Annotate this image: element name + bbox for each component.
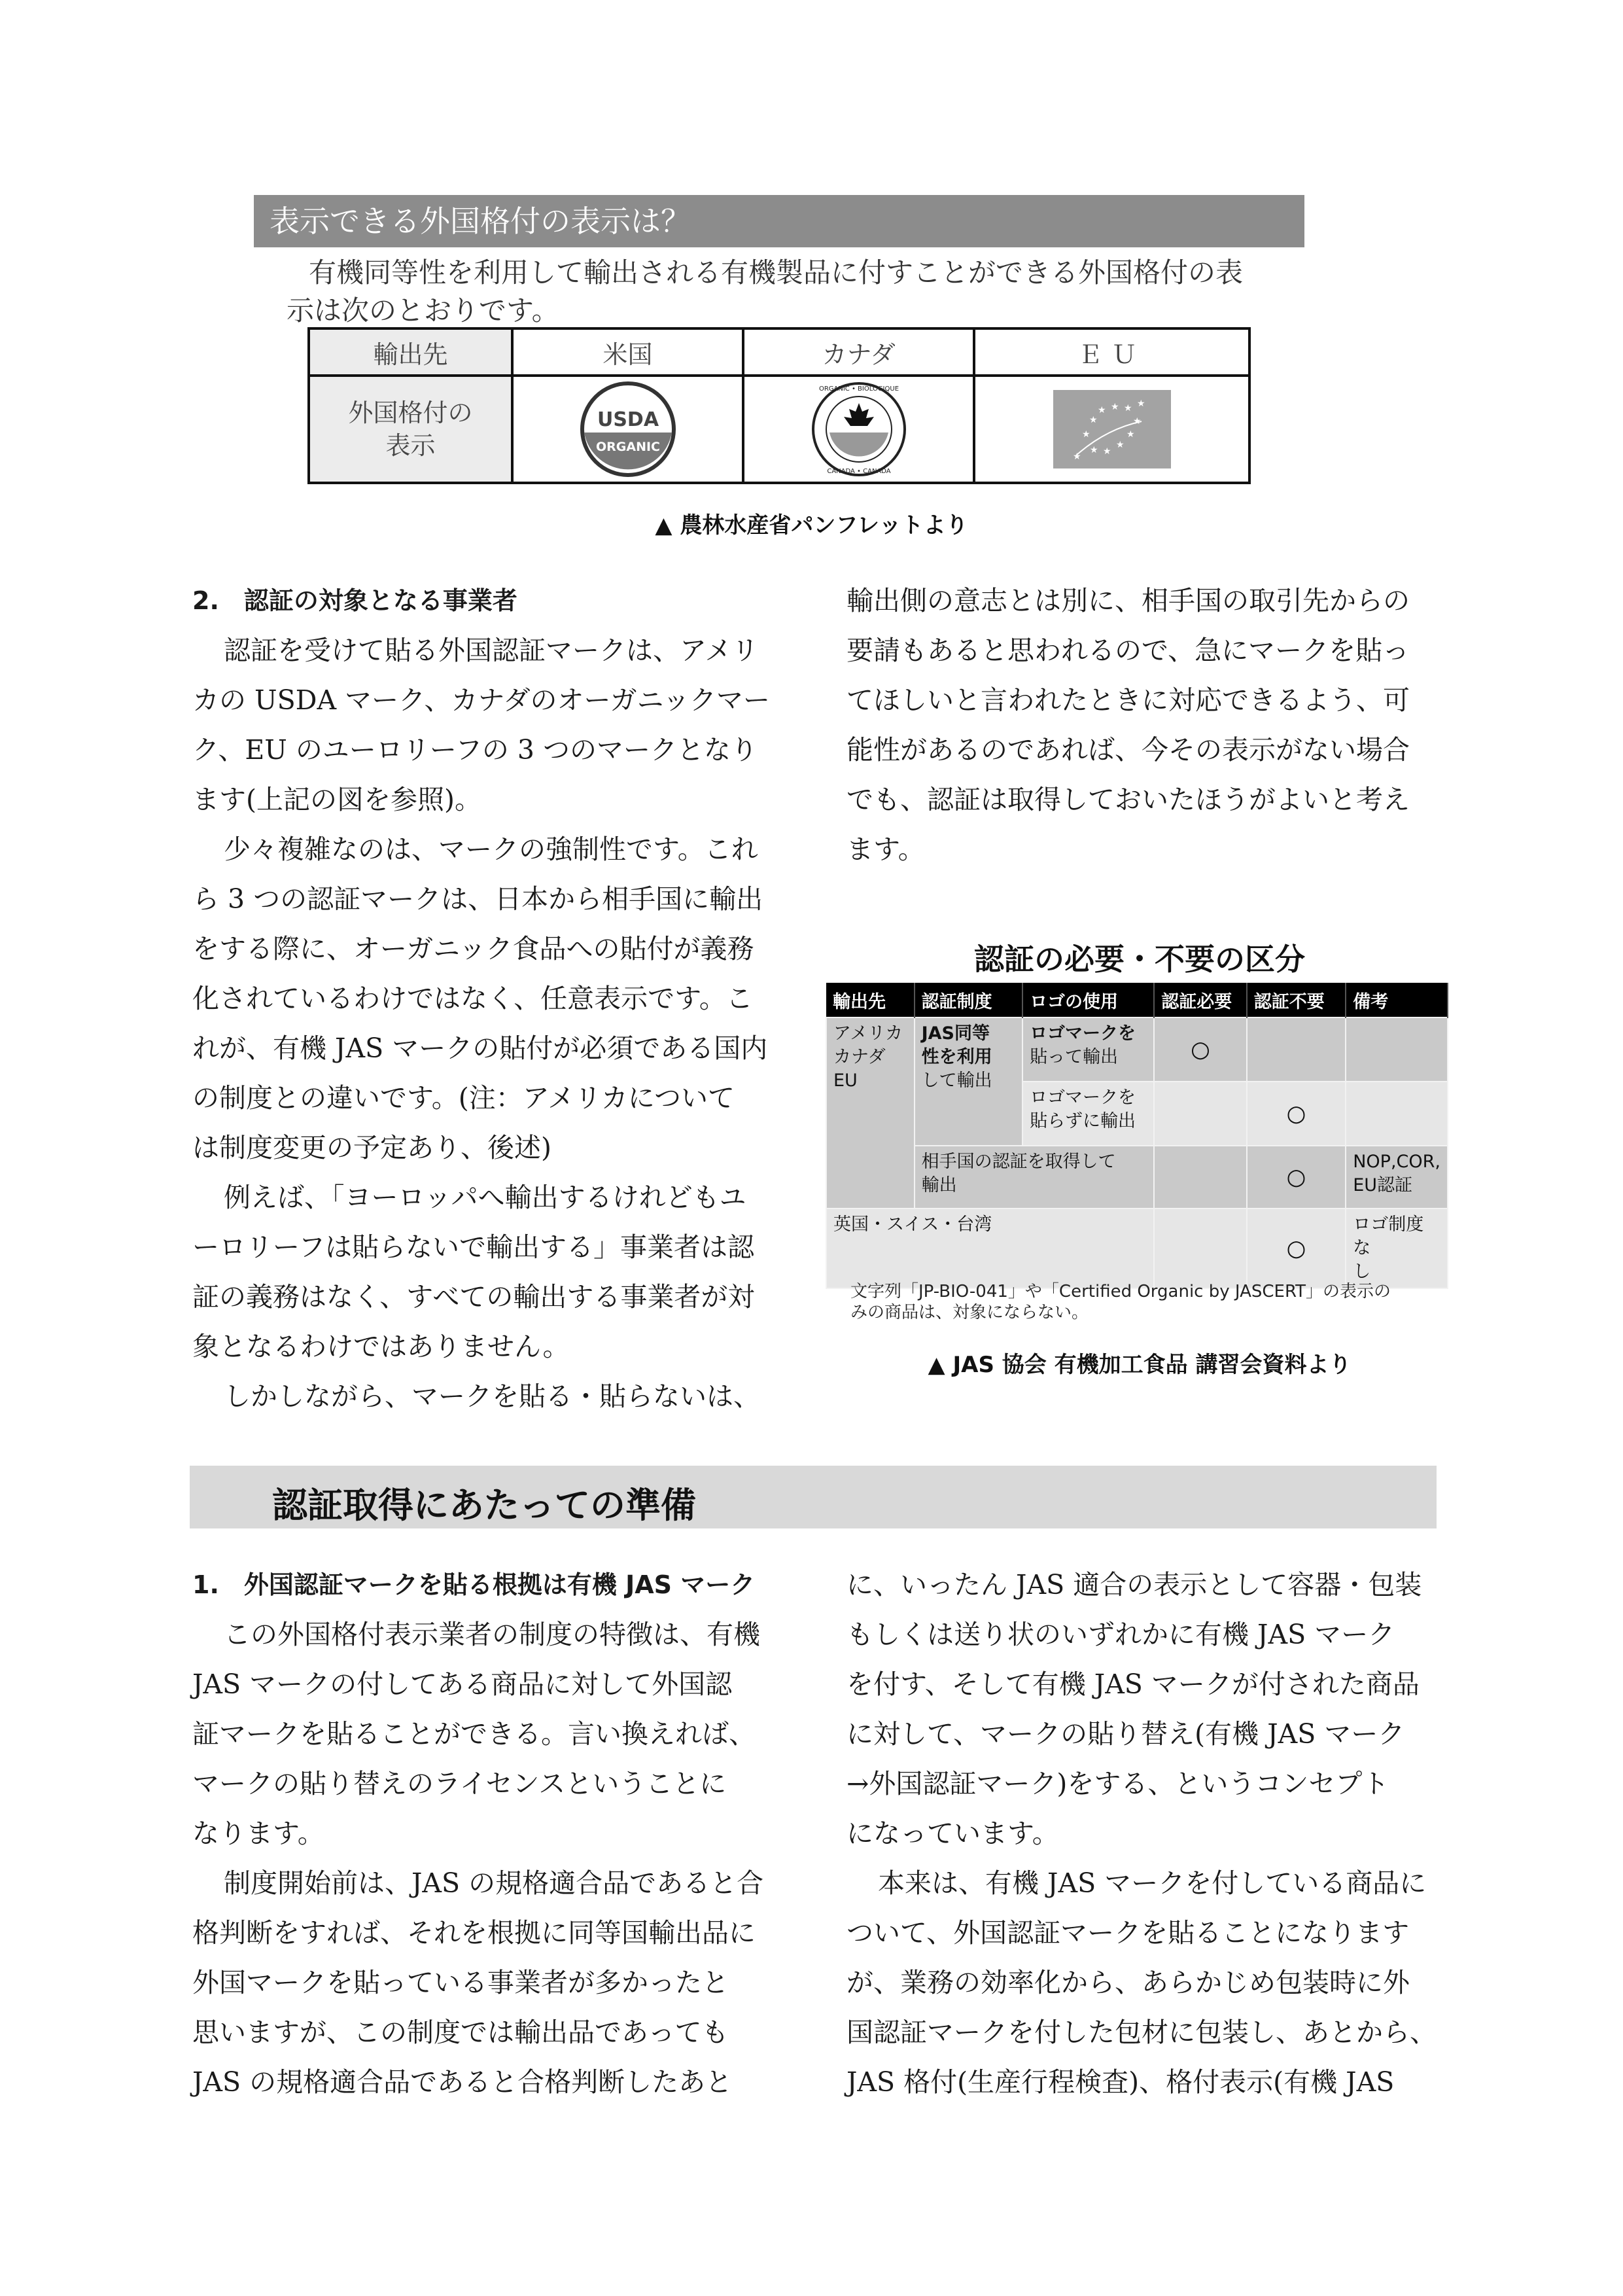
text-line: ます。	[846, 834, 925, 865]
cell-note	[1346, 1146, 1448, 1209]
cell-line: カナダ	[833, 1047, 886, 1067]
note-line: みの商品は、対象にならない。	[850, 1303, 1089, 1322]
text-line: 輸出側の意志とは別に、相手国の取引先からの	[846, 585, 1410, 616]
usda-organic-logo-icon	[579, 380, 677, 478]
label-line: 外国格付の	[348, 398, 473, 427]
eu-organic-leaf-logo-icon	[1053, 390, 1171, 468]
text-line: 例えば、「ヨーロッパへ輸出するけれどもユ	[224, 1182, 746, 1213]
text-line: でも、認証は取得しておいたほうがよいと考え	[846, 784, 1410, 815]
text-line: 能性があるのであれば、今その表示がない場合	[846, 734, 1410, 766]
text-line: に、いったん JAS 適合の表示として容器・包装	[846, 1569, 1422, 1600]
cell-line: 貼らずに輸出	[1030, 1111, 1136, 1131]
cert-table-note	[850, 1281, 1391, 1323]
cell-not-required: ○	[1247, 1082, 1346, 1146]
table-row	[826, 1017, 1448, 1082]
text-line: JAS の規格適合品であると合格判断したあと	[192, 2066, 733, 2098]
prep-right-column	[846, 1560, 1461, 2107]
svg-text:★: ★	[1072, 451, 1081, 462]
section-heading: 2. 認証の対象となる事業者	[192, 586, 517, 615]
table-row	[309, 328, 1249, 376]
cell-line: 輸出	[921, 1175, 957, 1195]
text-line: 化されているわけではなく、任意表示です。こ	[192, 983, 753, 1014]
intro-paragraph	[287, 254, 1307, 330]
cell-not-required	[1247, 1017, 1346, 1082]
cell-line: EU	[833, 1070, 858, 1091]
text-line: 外国マークを貼っている事業者が多かったと	[192, 1967, 729, 1998]
country-canada: カナダ	[743, 328, 974, 376]
cell-line: 性を利用	[921, 1047, 992, 1067]
cell-not-required: ○	[1247, 1209, 1346, 1288]
text-line: ます(上記の図を参照)。	[192, 784, 481, 815]
text-line: 要請もあると思われるので、急にマークを貼っ	[846, 635, 1410, 666]
label-line: 表示	[385, 431, 436, 460]
cell-destination: 英国・スイス・台湾	[826, 1209, 1154, 1288]
table-row	[309, 376, 1249, 483]
cell-line: EU認証	[1353, 1175, 1413, 1195]
cell-line: NOP,COR,	[1353, 1152, 1440, 1172]
svg-text:★: ★	[1132, 416, 1142, 427]
cell-line: JAS同等	[921, 1023, 990, 1044]
section2-left-text	[192, 626, 807, 1421]
text-line: をする際に、オーガニック食品への貼付が義務	[192, 933, 754, 964]
col-header: 認証不要	[1247, 983, 1346, 1017]
text-line: しかしながら、マークを貼る・貼らないは、	[224, 1381, 760, 1412]
svg-text:★: ★	[1136, 398, 1145, 409]
text-line: カの USDA マーク、カナダのオーガニックマー	[192, 684, 771, 716]
text-line: 象となるわけではありません。	[192, 1331, 570, 1362]
col-header: 輸出先	[826, 983, 915, 1017]
row-header-mark	[309, 376, 512, 483]
cell-line: 貼って輸出	[1030, 1047, 1119, 1067]
text-line: ら 3 つの認証マークは、日本から相手国に輸出	[192, 883, 763, 915]
usda-logo-cell	[512, 376, 743, 483]
col-header: ロゴの使用	[1022, 983, 1154, 1017]
text-line: 制度開始前は、JAS の規格適合品であると合	[224, 1867, 764, 1899]
canada-logo-cell	[743, 376, 974, 483]
cell-required: ○	[1154, 1017, 1247, 1082]
cell-line: して輸出	[921, 1070, 992, 1091]
text-line: に対して、マークの貼り替え(有機 JAS マーク	[846, 1718, 1405, 1750]
prep-left-column	[192, 1560, 807, 2107]
text-line: この外国格付表示業者の制度の特徴は、有機	[224, 1619, 760, 1650]
certification-requirement-table	[826, 983, 1448, 1289]
prep-left-text	[192, 1610, 807, 2107]
text-line: ク、EU のユーロリーフの 3 つのマークとなり	[192, 734, 758, 766]
text-line: 本来は、有機 JAS マークを付している商品に	[878, 1867, 1427, 1899]
prep-right-text	[846, 1560, 1461, 2107]
col-header: 備考	[1346, 983, 1448, 1017]
figure-caption: ▲ 農林水産省パンフレットより	[655, 512, 968, 539]
cell-line: 相手国の認証を取得して	[921, 1152, 1116, 1172]
section-title: 認証取得にあたっての準備	[272, 1485, 696, 1526]
svg-text:★: ★	[1097, 405, 1106, 415]
text-line: ついて、外国認証マークを貼ることになります	[846, 1917, 1410, 1949]
cell-required	[1154, 1209, 1247, 1288]
text-line: 格判断をすれば、それを根拠に同等国輸出品に	[192, 1917, 756, 1949]
text-line: 思いますが、この制度では輸出品であっても	[192, 2017, 729, 2048]
text-line: JAS 格付(生産行程検査)、格付表示(有機 JAS	[846, 2066, 1395, 2098]
banner-title: 表示できる外国格付の表示は？	[270, 203, 691, 239]
eu-logo-cell	[974, 376, 1249, 483]
section2-left-column	[192, 576, 807, 1421]
text-line: JAS マークの付してある商品に対して外国認	[192, 1669, 733, 1700]
text-line: てほしいと言われたときに対応できるよう、可	[846, 684, 1410, 716]
svg-text:★: ★	[1081, 429, 1091, 440]
table-header-row	[826, 983, 1448, 1017]
cell-note	[1346, 1017, 1448, 1082]
foreign-mark-table	[307, 327, 1251, 484]
cell-not-required: ○	[1247, 1146, 1346, 1209]
cell-system	[915, 1146, 1155, 1209]
text-line: れが、有機 JAS マークの貼付が必須である国内	[192, 1033, 768, 1064]
cell-note	[1346, 1209, 1448, 1288]
table-row	[826, 1146, 1448, 1209]
usda-text: USDA	[597, 408, 659, 431]
cell-note	[1346, 1082, 1448, 1146]
cell-required	[1154, 1082, 1247, 1146]
svg-text:★: ★	[1123, 403, 1132, 414]
cert-table-title: 認証の必要・不要の区分	[974, 942, 1305, 977]
country-us: 米国	[512, 328, 743, 376]
section2-right-text	[846, 576, 1461, 874]
text-line: ーロリーフは貼らないで輸出する」事業者は認	[192, 1231, 754, 1263]
svg-text:★: ★	[1115, 440, 1125, 450]
intro-line: 示は次のとおりです。	[287, 294, 559, 327]
text-line: もしくは送り状のいずれかに有機 JAS マーク	[846, 1619, 1395, 1650]
text-line: 少々複雑なのは、マークの強制性です。これ	[224, 834, 758, 865]
cell-line: アメリカ	[833, 1023, 903, 1044]
note-line: 文字列「JP-BIO-041」や「Certified Organic by JASCERT」の表示の	[850, 1282, 1391, 1301]
row-header-destination: 輸出先	[309, 328, 512, 376]
section2-right-column	[846, 576, 1461, 874]
intro-line: 有機同等性を利用して輸出される有機製品に付すことができる外国格付の表	[309, 256, 1244, 289]
text-line: →外国認証マーク)をする、というコンセプト	[846, 1768, 1389, 1799]
cell-jas-system	[915, 1017, 1022, 1146]
text-line: になっています。	[846, 1818, 1059, 1849]
table-row	[826, 1209, 1448, 1288]
svg-text:★: ★	[1102, 446, 1111, 457]
cell-line: し	[1353, 1262, 1371, 1282]
section-banner-foreign-grading	[254, 195, 1304, 247]
cell-line: ロゴ制度な	[1353, 1214, 1424, 1258]
cell-logo-use	[1022, 1082, 1154, 1146]
cell-destination-group	[826, 1017, 915, 1209]
text-line: が、業務の効率化から、あらかじめ包装時に外	[846, 1967, 1410, 1998]
canada-organic-logo-icon	[810, 380, 908, 478]
text-line: 証の義務はなく、すべての輸出する事業者が対	[192, 1281, 755, 1313]
text-line: 国認証マークを付した包材に包装し、あとから、	[846, 2017, 1437, 2048]
svg-text:★: ★	[1089, 415, 1098, 425]
cell-line: ロゴマークを	[1030, 1087, 1136, 1108]
col-header: 認証制度	[915, 983, 1022, 1017]
svg-text:★: ★	[1089, 445, 1098, 455]
svg-text:★: ★	[1110, 402, 1119, 412]
svg-text:★: ★	[1126, 429, 1135, 440]
text-line: は制度変更の予定あり、後述)	[192, 1132, 551, 1163]
section-heading: 1. 外国認証マークを貼る根拠は有機 JAS マーク	[192, 1570, 756, 1599]
svg-text:ORGANIC • BIOLOGIQUE: ORGANIC • BIOLOGIQUE	[818, 385, 899, 393]
svg-text:CANADA • CANADA: CANADA • CANADA	[826, 468, 891, 475]
text-line: なります。	[192, 1818, 324, 1849]
organic-text: ORGANIC	[595, 440, 660, 454]
text-line: を付す、そして有機 JAS マークが付された商品	[846, 1669, 1420, 1700]
cell-required	[1154, 1146, 1247, 1209]
cell-logo-use	[1022, 1017, 1154, 1082]
text-line: マークの貼り替えのライセンスということに	[192, 1768, 727, 1799]
figure-caption: ▲ JAS 協会 有機加工食品 講習会資料より	[928, 1352, 1352, 1378]
text-line: 認証を受けて貼る外国認証マークは、アメリ	[224, 635, 759, 666]
country-eu: ＥＵ	[974, 328, 1249, 376]
cell-line: ロゴマークを	[1030, 1023, 1136, 1044]
text-line: の制度との違いです。(注：アメリカについて	[192, 1082, 735, 1114]
col-header: 認証必要	[1154, 983, 1247, 1017]
text-line: 証マークを貼ることができる。言い換えれば、	[192, 1718, 756, 1750]
